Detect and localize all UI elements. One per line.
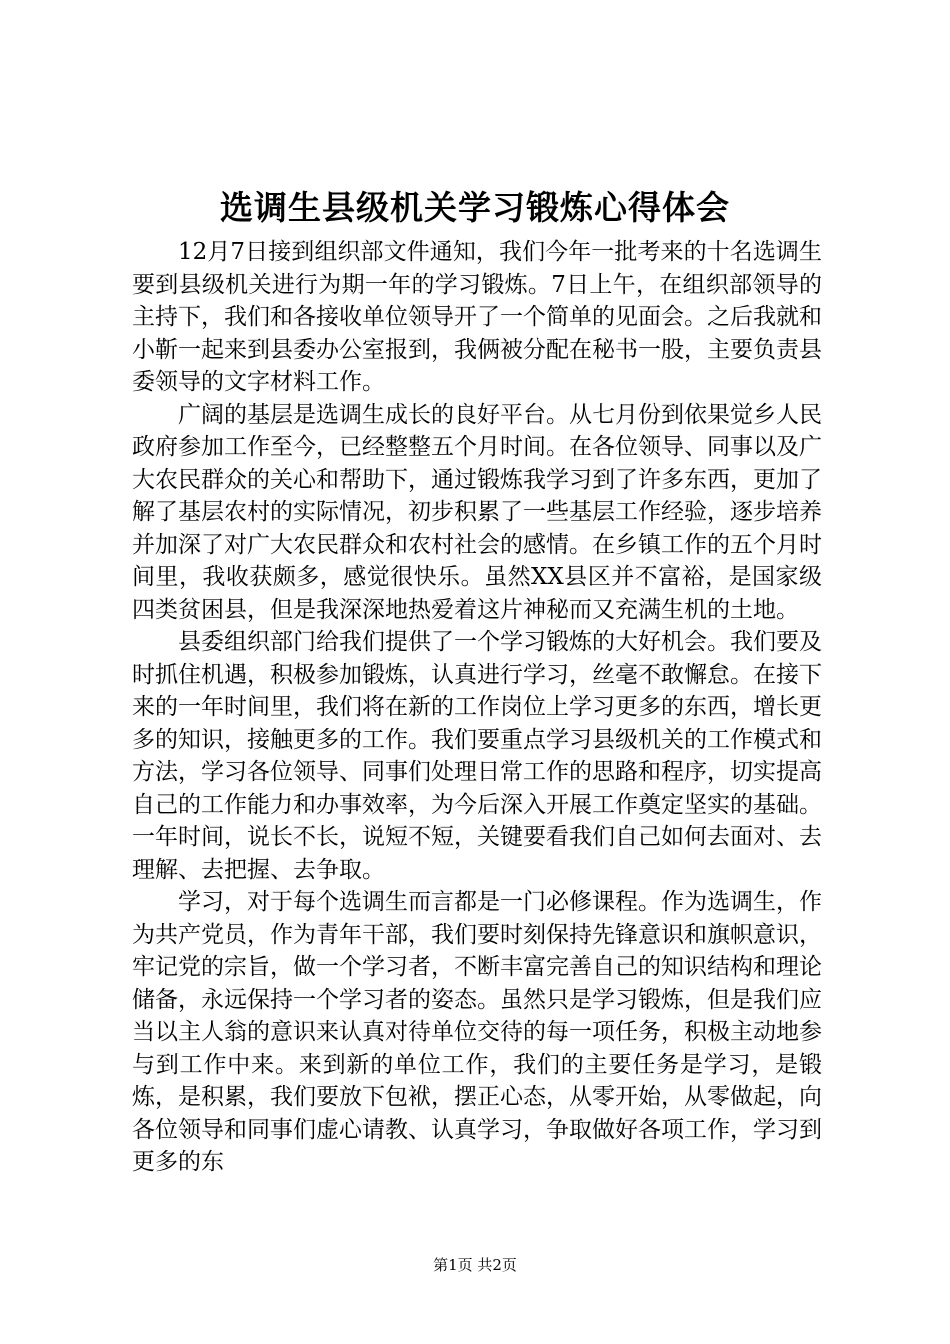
- paragraph-4: 学习，对于每个选调生而言都是一门必修课程。作为选调生，作为共产党员，作为青年干部，我们要时刻保持先锋意识和旗帜意识，牢记党的宗旨，做一个学习者，不断丰富完善自己的知识结构和理论储备，永远保持一个学习者的姿态。虽然只是学习锻炼，但是我们应当以主人翁的意识来认真对待单位交待的每一项任务，积极主动地参与到工作中来。来到新的单位工作，我们的主要任务是学习，是锻炼，是积累，我们要放下包袱，摆正心态，从零开始，从零做起，向各位领导和同事们虚心请教、认真学习，争取做好各项工作，学习到更多的东: [132, 889, 822, 1175]
- page-number-footer: 第1页 共2页: [433, 1256, 517, 1274]
- paragraph-2: 广阔的基层是选调生成长的良好平台。从七月份到依果觉乡人民政府参加工作至今，已经整整五个月时间。在各位领导、同事以及广大农民群众的关心和帮助下，通过锻炼我学习到了许多东西，更加了解了基层农村的实际情况，初步积累了一些基层工作经验，逐步培养并加深了对广大农民群众和农村社会的感情。在乡镇工作的五个月时间里，我收获颇多，感觉很快乐。虽然XX县区并不富裕，是国家级四类贫困县，但是我深深地热爱着这片神秘而又充满生机的土地。: [132, 401, 822, 623]
- document-title: 选调生县级机关学习锻炼心得体会: [220, 188, 730, 227]
- document-body: [132, 236, 822, 1179]
- paragraph-3: 县委组织部门给我们提供了一个学习锻炼的大好机会。我们要及时抓住机遇，积极参加锻炼，认真进行学习，丝毫不敢懈怠。在接下来的一年时间里，我们将在新的工作岗位上学习更多的东西，增长更多的知识，接触更多的工作。我们要重点学习县级机关的工作模式和方法，学习各位领导、同事们处理日常工作的思路和程序，切实提高自己的工作能力和办事效率，为今后深入开展工作奠定坚实的基础。一年时间，说长不长，说短不短，关键要看我们自己如何去面对、去理解、去把握、去争取。: [132, 629, 822, 883]
- paragraph-1: 12月7日接到组织部文件通知，我们今年一批考来的十名选调生要到县级机关进行为期一年的学习锻炼。7日上午，在组织部领导的主持下，我们和各接收单位领导开了一个简单的见面会。之后我就和小靳一起来到县委办公室报到，我俩被分配在秘书一股，主要负责县委领导的文字材料工作。: [132, 239, 822, 395]
